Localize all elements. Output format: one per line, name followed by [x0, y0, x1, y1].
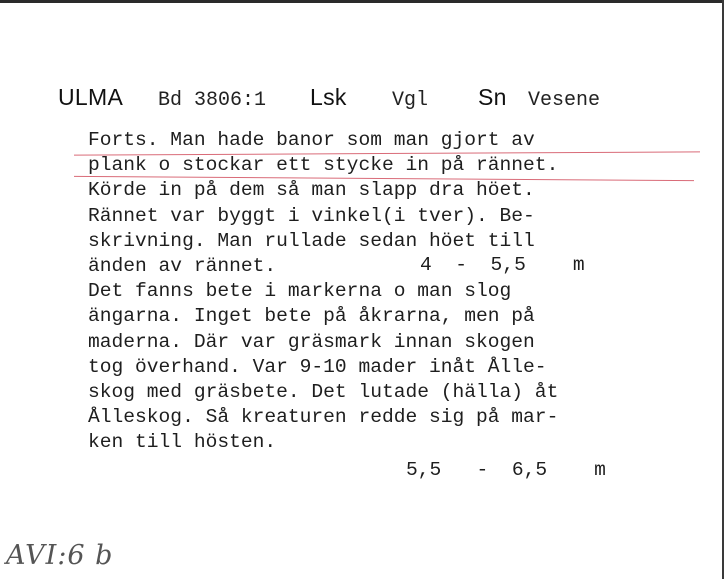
body-line: Det fanns bete i markerna o man slog [88, 280, 512, 303]
body-line: skog med gräsbete. Det lutade (hälla) åt [88, 380, 559, 403]
body-line: Forts. Man hade banor som man gjort av [88, 128, 688, 153]
archive-name: ULMA [58, 84, 124, 110]
measurement-range-1: 4 - 5,5 m [420, 254, 585, 276]
body-line: Rännet var byggt i vinkel(i tver). Be- [88, 204, 535, 227]
body-line: Körde in på dem så man slapp dra höet. [88, 179, 535, 202]
socken-label: Sn [478, 84, 507, 110]
body-line: tog överhand. Var 9-10 mader inåt Ålle- [88, 355, 547, 378]
volume-reference: Bd 3806:1 [158, 89, 267, 112]
body-line: ängarna. Inget bete på åkrarna, men på [88, 305, 535, 328]
body-line: maderna. Där var gräsmark innan skogen [88, 330, 535, 353]
card-header [58, 84, 600, 118]
body-line: ken till hösten. [88, 431, 277, 454]
body-line: plank o stockar ett stycke in på rännet. [88, 153, 688, 178]
body-line: änden av rännet. [88, 254, 277, 277]
province-code: Vgl [392, 89, 429, 112]
card-top-edge [0, 0, 724, 3]
card-body [88, 128, 688, 455]
handwritten-archive-note: AVI:6 b [6, 540, 114, 571]
body-line: Ålleskog. Så kreaturen redde sig på mar- [88, 406, 559, 429]
measurement-range-2: 5,5 - 6,5 m [406, 459, 606, 481]
landskap-label: Lsk [310, 84, 347, 110]
socken-name: Vesene [528, 89, 601, 112]
body-line: skrivning. Man rullade sedan höet till [88, 229, 535, 252]
